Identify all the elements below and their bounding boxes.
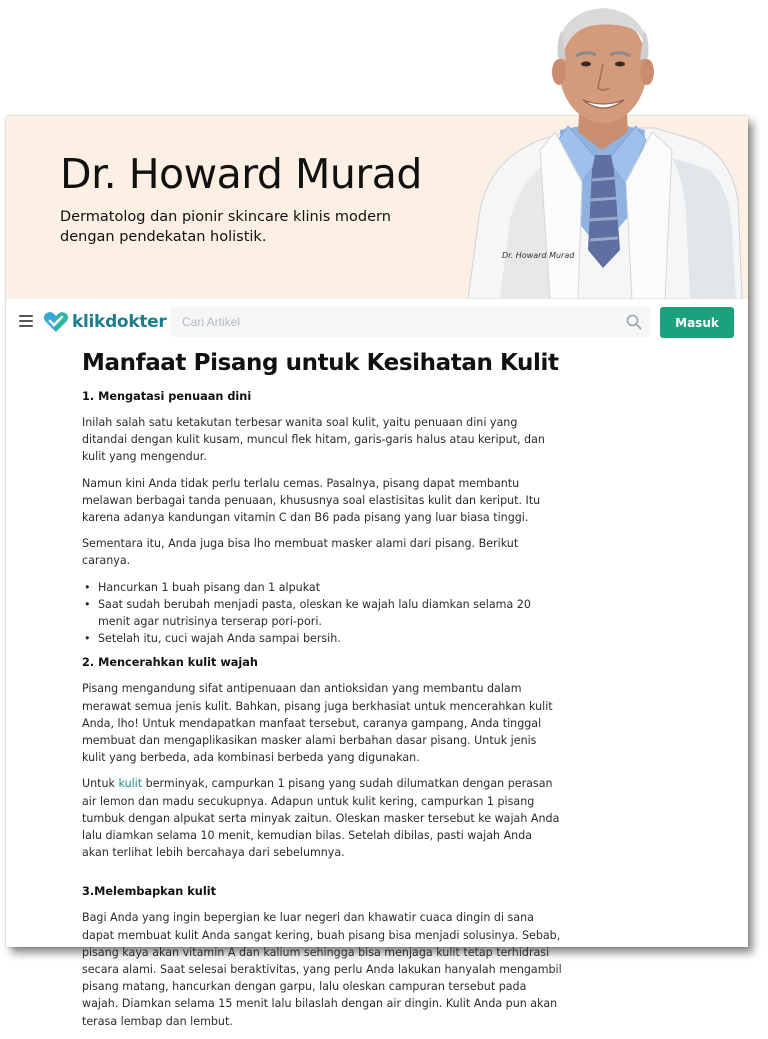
paragraph: [82, 775, 562, 861]
paragraph-text: Untuk: [82, 777, 119, 791]
search-input[interactable]: [172, 309, 612, 335]
paragraph: Pisang mengandung sifat antipenuaan dan antioksidan yang membantu dalam merawat semua jenis kulit. Bahkan, pisang juga berkhasiat untuk mencerahkan kulit Anda, lho! Untuk mendapatkan manfaat tersebut, caranya gampang, Anda tinggal membuat dan mengaplikasikan masker alami berbahan dasar pisang. Untuk jenis kulit yang berbeda, ada kombinasi berbeda yang digunakan.: [82, 682, 553, 765]
section-heading-3: 3.Melembapkan kulit: [82, 885, 216, 899]
article-body: [82, 350, 562, 1039]
banner-subtitle: Dermatolog dan pionir skincare klinis modern dengan pendekatan holistik.: [60, 209, 391, 245]
doctor-portrait: [440, 0, 750, 299]
search-icon[interactable]: [626, 314, 642, 330]
paragraph: Inilah salah satu ketakutan terbesar wanita soal kulit, yaitu penuaan dini yang ditandai dengan kulit kusam, muncul flek hitam, garis-garis halus atau keriput, dan kulit yang mengendur.: [82, 416, 545, 464]
signature: Dr. Howard Murad: [502, 251, 575, 260]
list-item: • Setelah itu, cuci wajah Anda sampai bersih.: [82, 630, 562, 647]
section-heading-1: 1. Mengatasi penuaan dini: [82, 390, 252, 403]
bullet-list: [82, 579, 562, 648]
paragraph-text: berminyak, campurkan 1 pisang yang sudah dilumatkan dengan perasan air lemon dan madu secukupnya. Adapun untuk kulit kering, campurkan 1 pisang tumbuk dengan alpukat serta minyak zaitun. Oleskan masker tersebut ke wajah Anda lalu diamkan selama 10 menit, kemudian bilas. Setelah dibilas, pasti wajah Anda akan terlihat lebih bercahaya dari sebelumnya.: [82, 777, 560, 860]
menu-icon[interactable]: [19, 315, 33, 327]
kulit-link[interactable]: kulit: [118, 777, 143, 791]
section-heading-2: 2. Mencerahkan kulit wajah: [82, 656, 258, 670]
list-item: • Saat sudah berubah menjadi pasta, oleskan ke wajah lalu diamkan selama 20 menit agar nutrisinya terserap pori-pori.: [82, 596, 562, 630]
klikdokter-logo[interactable]: klikdokter: [72, 312, 167, 332]
article-title: Manfaat Pisang untuk Kesihatan Kulit: [82, 350, 559, 376]
banner-title: Dr. Howard Murad: [60, 150, 422, 198]
paragraph: Namun kini Anda tidak perlu terlalu cemas. Pasalnya, pisang dapat membantu melawan berbagai tanda penuaan, khususnya soal elastisitas kulit dan keriput. Itu karena adanya kandungan vitamin C dan B6 pada pisang yang luar biasa tinggi.: [82, 476, 541, 525]
paragraph: Bagi Anda yang ingin bepergian ke luar negeri dan khawatir cuaca dingin di sana dapat membuat kulit Anda sangat kering, buah pisang bisa menjadi solusinya. Sebab, pisang kaya akan vitamin A dan kalium sehingga bisa menjaga kulit tetap terhidrasi secara alami. Saat selesai beraktivitas, yang perlu Anda lakukan hanyalah mengambil pisang matang, hancurkan dengan garpu, lalu oleskan campuran tersebut pada wajah. Diamkan selama 15 menit lalu bilaslah dengan air dingin. Kulit Anda pun akan terasa lembap dan lembut.: [82, 911, 562, 1028]
login-button[interactable]: Masuk: [660, 307, 734, 338]
list-item: • Hancurkan 1 buah pisang dan 1 alpukat: [82, 579, 562, 596]
klikdokter-logo-icon[interactable]: [43, 311, 69, 333]
paragraph: Sementara itu, Anda juga bisa lho membuat masker alami dari pisang. Berikut caranya.: [82, 537, 519, 568]
